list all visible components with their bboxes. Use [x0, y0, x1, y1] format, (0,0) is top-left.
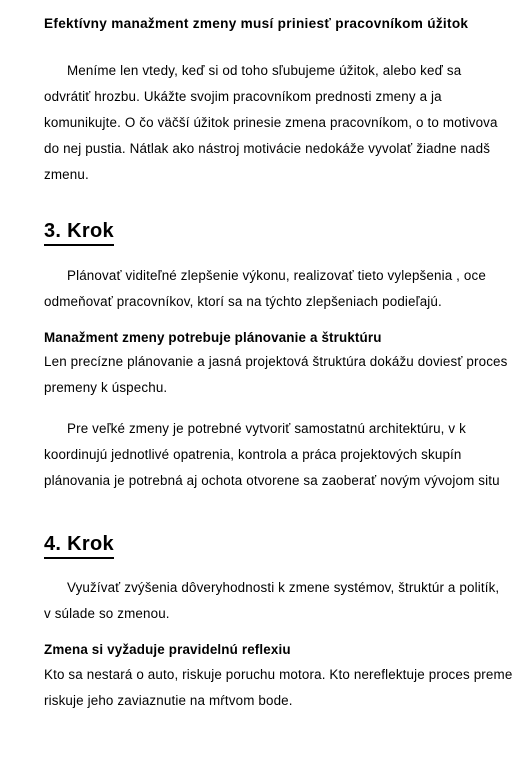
- step4-intro: [44, 575, 499, 627]
- paragraph-line: odmeňovať pracovníkov, ktorí sa na týchto zlepšeniach podieľajú.: [44, 294, 442, 309]
- paragraph-line: Kto sa nestará o auto, riskuje poruchu motora. Kto nereflektuje proces preme: [44, 667, 513, 682]
- step3-paragraph-1: [44, 349, 508, 401]
- paragraph-line: zmenu.: [44, 167, 89, 182]
- paragraph-line: premeny k úspechu.: [44, 380, 168, 395]
- paragraph-line: Plánovať viditeľné zlepšenie výkonu, realizovať tieto vylepšenia , oce: [67, 268, 486, 283]
- paragraph-line: Pre veľké zmeny je potrebné vytvoriť samostatnú architektúru, v k: [67, 421, 466, 436]
- paragraph-benefit: [44, 58, 498, 188]
- step3-paragraph-2: [44, 416, 500, 494]
- paragraph-line: v súlade so zmenou.: [44, 606, 170, 621]
- paragraph-line: koordinujú jednotlivé opatrenia, kontrola a práca projektových skupín: [44, 447, 462, 462]
- paragraph-line: odvrátiť hrozbu. Ukážte svojim pracovníkom prednosti zmeny a ja: [44, 89, 442, 104]
- document-title: Efektívny manažment zmeny musí priniesť pracovníkom úžitok: [44, 16, 469, 31]
- step3-intro: [44, 263, 486, 315]
- step4-paragraph-1: [44, 662, 512, 714]
- paragraph-line: Len precízne plánovanie a jasná projektová štruktúra dokážu doviesť proces: [44, 354, 508, 369]
- step4-subheading: Zmena si vyžaduje pravidelnú reflexiu: [44, 642, 291, 657]
- step3-subheading: Manažment zmeny potrebuje plánovanie a štruktúru: [44, 330, 382, 345]
- heading-step-4: 4. Krok: [44, 533, 114, 559]
- heading-step-3: 3. Krok: [44, 220, 114, 246]
- paragraph-line: do nej pustia. Nátlak ako nástroj motivácie nedokáže vyvolať žiadne nadš: [44, 141, 491, 156]
- paragraph-line: Meníme len vtedy, keď si od toho sľubujeme úžitok, alebo keď sa: [67, 63, 462, 78]
- paragraph-line: Využívať zvýšenia dôveryhodnosti k zmene systémov, štruktúr a politík,: [67, 580, 500, 595]
- paragraph-line: komunikujte. O čo väčší úžitok prinesie zmena pracovníkom, o to motivova: [44, 115, 498, 130]
- paragraph-line: riskuje jeho zaviaznutie na mŕtvom bode.: [44, 693, 293, 708]
- paragraph-line: plánovania je potrebná aj ochota otvorene sa zaoberať novým vývojom situ: [44, 473, 500, 488]
